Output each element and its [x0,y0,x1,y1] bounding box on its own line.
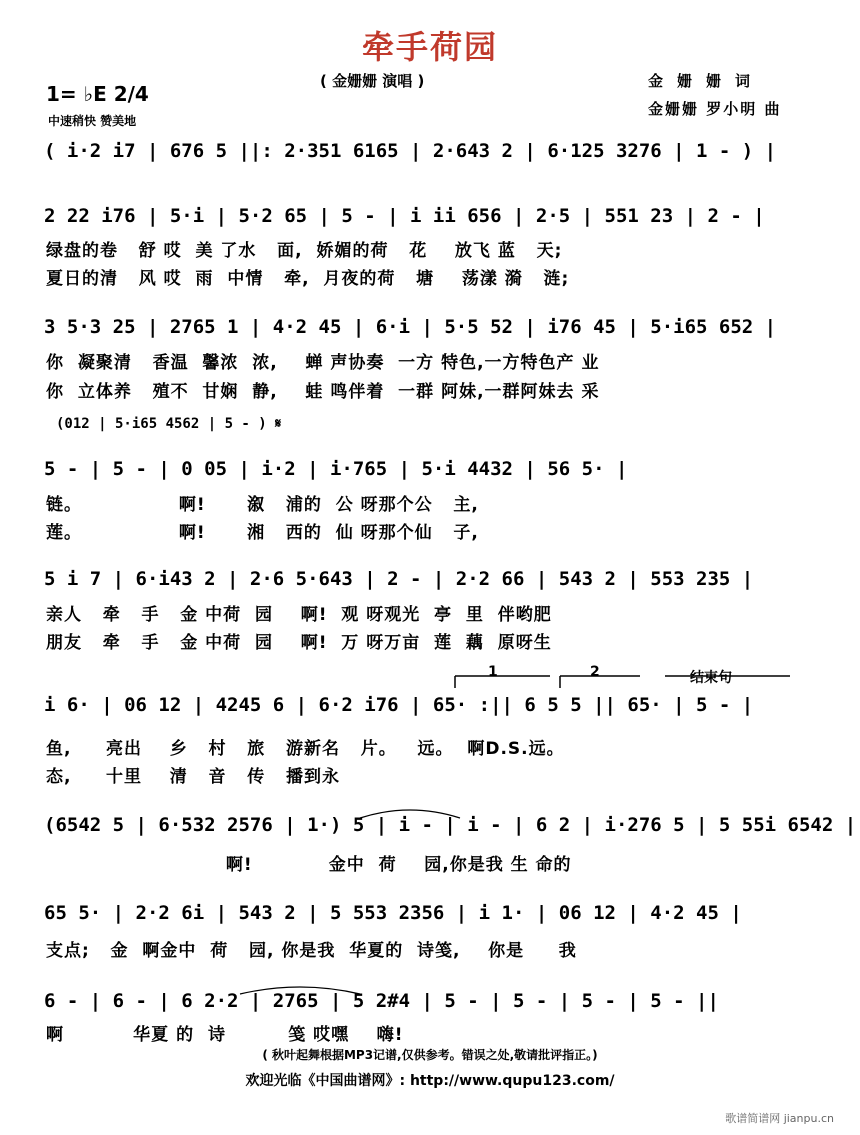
lyric-line-5b: 朋友 牵 手 金 中荷 园 啊! 万 呀万亩 莲 藕 原呀生 [46,633,552,653]
lyricist-credit: 金姗姗词 [648,72,765,90]
lyric-line-8: 支点; 金 啊金中 荷 园, 你是我 华夏的 诗笺, 你是 我 [46,941,577,961]
staff-line-2: 2 22 i76 | 5·i | 5·2 65 | 5 - | i ii 656 | 2·5 | 551 23 | 2 - | [44,205,765,227]
site-link[interactable]: 欢迎光临《中国曲谱网》: http://www.qupu123.com/ [245,1073,615,1089]
lyric-line-2b: 夏日的清 风 哎 雨 中情 牵, 月夜的荷 塘 荡漾 漪 涟; [46,269,570,289]
volta-2-label: 2 [590,664,600,680]
staff-line-7: (6542 5 | 6·532 2576 | 1·) 5 | i - | i - | 6 2 | i·276 5 | 5 55i 6542 | [44,814,857,836]
lyric-line-4a: 链。 啊! 溆 浦的 公 呀那个公 主, [46,495,479,515]
lyric-line-6a: 鱼, 亮出 乡 村 旅 游新名 片。 远。 啊D.S.远。 [46,739,565,759]
ending-label: 结束句 [690,670,732,686]
slur-tie-2 [240,987,360,994]
staff-line-5: 5 i 7 | 6·i43 2 | 2·6 5·643 | 2 - | 2·2 66 | 543 2 | 553 235 | [44,568,754,590]
slur-tie [360,810,460,818]
staff-line-4: 5 - | 5 - | 0 05 | i·2 | i·765 | 5·i 4432 | 56 5· | [44,458,628,480]
staff-line-6: i 6· | 06 12 | 4245 6 | 6·2 i76 | 65· :|| 6 5 5 || 65· | 5 - | [44,694,754,716]
song-title: 牵手荷园 [361,28,498,66]
lyric-line-4b: 莲。 啊! 湘 西的 仙 呀那个仙 子, [46,523,479,543]
key-signature: 1= ♭E 2/4 [46,82,149,106]
lyric-line-7: 啊! 金中 荷 园,你是我 生 命的 [46,855,572,875]
transcription-note: ( 秋叶起舞根据MP3记谱,仅供参考。错误之处,敬请批评指正。) [262,1048,598,1062]
lyric-line-5a: 亲人 牵 手 金 中荷 园 啊! 观 呀观光 亭 里 伴哟肥 [46,605,552,625]
intro-phrase: (012 | 5·i65 4562 | 5 - ) 𝄋 [56,416,282,432]
staff-line-9: 6 - | 6 - | 6 2·2 | 2765 | 5 2#4 | 5 - | 5 - | 5 - | 5 - || [44,990,719,1012]
staff-line-1: ( i·2 i7 | 676 5 ||: 2·351 6165 | 2·643 2 | 6·125 3276 | 1 - ) | [44,140,777,162]
composer-credit: 金姗姗 罗小明 曲 [648,100,782,118]
lyric-line-2a: 绿盘的卷 舒 哎 美 了水 面, 娇媚的荷 花 放飞 蓝 天; [46,241,563,261]
watermark: 歌谱简谱网 jianpu.cn [725,1112,834,1125]
staff-line-8: 65 5· | 2·2 6i | 543 2 | 5 553 2356 | i 1· | 06 12 | 4·2 45 | [44,902,742,924]
lyric-line-3a: 你 凝聚清 香温 馨浓 浓, 蝉 声协奏 一方 特色,一方特色产 业 [46,353,600,373]
lyric-line-3b: 你 立体养 殖不 甘娴 静, 蛙 鸣伴着 一群 阿妹,一群阿妹去 采 [46,382,600,402]
lyric-line-6b: 态, 十里 清 音 传 播到永 [46,767,340,787]
lyric-line-9: 啊 华夏 的 诗 笺 哎嘿 嗨! [46,1025,404,1045]
staff-line-3: 3 5·3 25 | 2765 1 | 4·2 45 | 6·i | 5·5 52 | i76 45 | 5·i65 652 | [44,316,777,338]
singer-credit: ( 金姗姗 演唱 ) [320,72,425,90]
tempo-marking: 中速稍快 赞美地 [48,114,137,128]
volta-1-label: 1 [488,664,498,680]
